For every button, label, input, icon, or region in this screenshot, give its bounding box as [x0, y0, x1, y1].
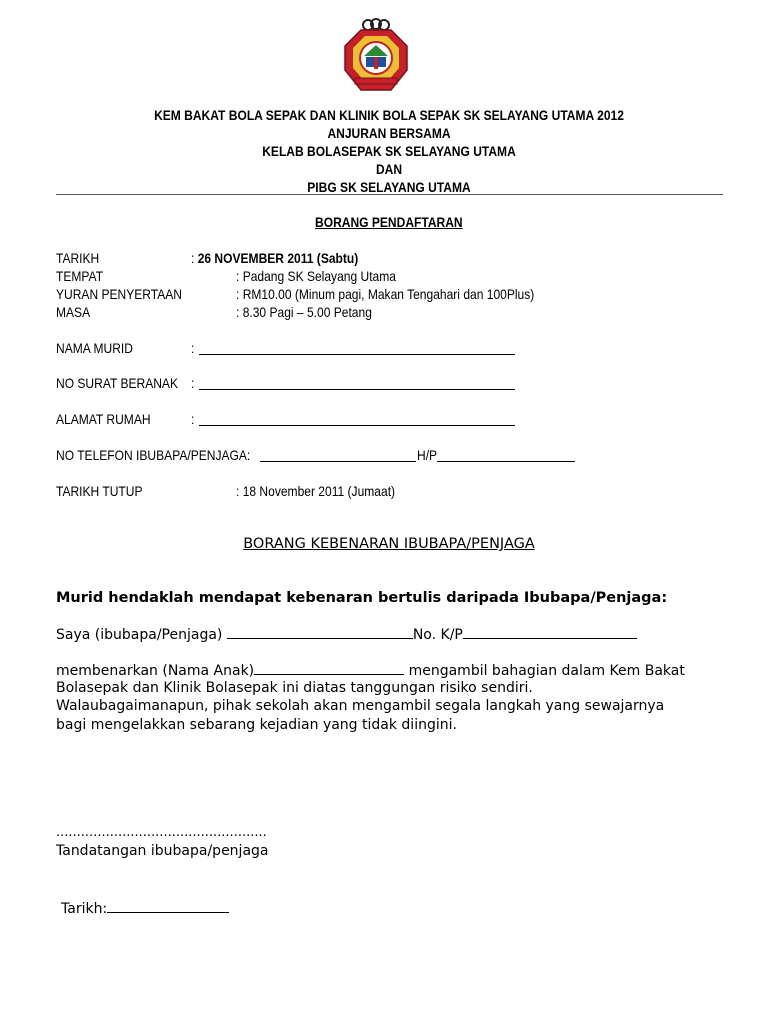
hp-label: H/P — [417, 447, 438, 463]
no-surat-colon: : — [191, 375, 195, 391]
masa-value: : 8.30 Pagi – 5.00 Petang — [236, 304, 372, 320]
consent-line-4: bagi mengelakkan sebarang kejadian yang tidak diingini. — [56, 717, 457, 733]
tempat-label: TEMPAT — [56, 268, 104, 284]
membenarkan-row — [56, 661, 685, 679]
school-crest-logo — [341, 18, 411, 94]
header-divider — [56, 194, 723, 195]
tempat-value: : Padang SK Selayang Utama — [236, 268, 396, 284]
nama-anak-line[interactable] — [254, 661, 404, 675]
no-surat-line[interactable] — [199, 375, 515, 390]
tarikh-sign-label: Tarikh: — [61, 901, 108, 917]
consent-line-2: Bolasepak dan Klinik Bolasepak ini diatas tanggungan risiko sendiri. — [56, 680, 533, 696]
no-kp-label: No. K/P — [412, 627, 463, 643]
header-block — [0, 106, 768, 196]
tarikh-row: : 26 NOVEMBER 2011 (Sabtu) — [191, 250, 359, 266]
tarikh-sign-line[interactable] — [107, 899, 229, 913]
tarikh-tutup-value: : 18 November 2011 (Jumaat) — [236, 483, 396, 499]
no-kp-line[interactable] — [463, 625, 637, 639]
header-line-1: KEM BAKAT BOLA SEPAK DAN KLINIK BOLA SEPAK SK SELAYANG UTAMA 2012 — [154, 107, 624, 123]
consent-instruction: Murid hendaklah mendapat kebenaran bertulis daripada Ibubapa/Penjaga: — [56, 590, 668, 606]
yuran-label: YURAN PENYERTAAN — [56, 286, 183, 302]
alamat-label: ALAMAT RUMAH — [56, 411, 151, 427]
tarikh-tutup-label: TARIKH TUTUP — [56, 483, 143, 499]
saya-label: Saya (ibubapa/Penjaga) — [56, 627, 223, 643]
header-line-2: ANJURAN BERSAMA — [327, 125, 451, 141]
no-surat-label: NO SURAT BERANAK — [56, 375, 178, 391]
header-line-4: DAN — [375, 161, 403, 177]
signature-dots[interactable]: ................................................... — [56, 825, 267, 840]
consent-line1-rest: mengambil bahagian dalam Kem Bakat — [404, 663, 685, 679]
telefon-line[interactable] — [260, 447, 416, 462]
tarikh-label: TARIKH — [56, 250, 100, 266]
alamat-line[interactable] — [199, 411, 515, 426]
consent-line-3: Walaubagaimanapun, pihak sekolah akan mengambil segala langkah yang sewajarnya — [56, 698, 665, 714]
saya-row — [56, 625, 637, 643]
alamat-colon: : — [191, 411, 195, 427]
tarikh-value: 26 NOVEMBER 2011 (Sabtu) — [197, 250, 359, 266]
header-line-3: KELAB BOLASEPAK SK SELAYANG UTAMA — [262, 143, 516, 159]
masa-label: MASA — [56, 304, 91, 320]
tarikh-sign-row — [61, 899, 229, 917]
header-line-5: PIBG SK SELAYANG UTAMA — [307, 179, 471, 195]
nama-murid-colon: : — [191, 340, 195, 356]
saya-line[interactable] — [227, 625, 413, 639]
form-title: BORANG PENDAFTARAN — [315, 214, 463, 230]
membenarkan-label: membenarkan (Nama Anak) — [56, 663, 255, 679]
consent-title: BORANG KEBENARAN IBUBAPA/PENJAGA — [243, 536, 535, 552]
signature-label: Tandatangan ibubapa/penjaga — [56, 843, 269, 859]
nama-murid-line[interactable] — [199, 340, 515, 355]
yuran-value: : RM10.00 (Minum pagi, Makan Tengahari dan 100Plus) — [236, 286, 535, 302]
nama-murid-label: NAMA MURID — [56, 340, 133, 356]
telefon-label: NO TELEFON IBUBAPA/PENJAGA: — [56, 447, 251, 463]
hp-line[interactable] — [437, 447, 575, 462]
